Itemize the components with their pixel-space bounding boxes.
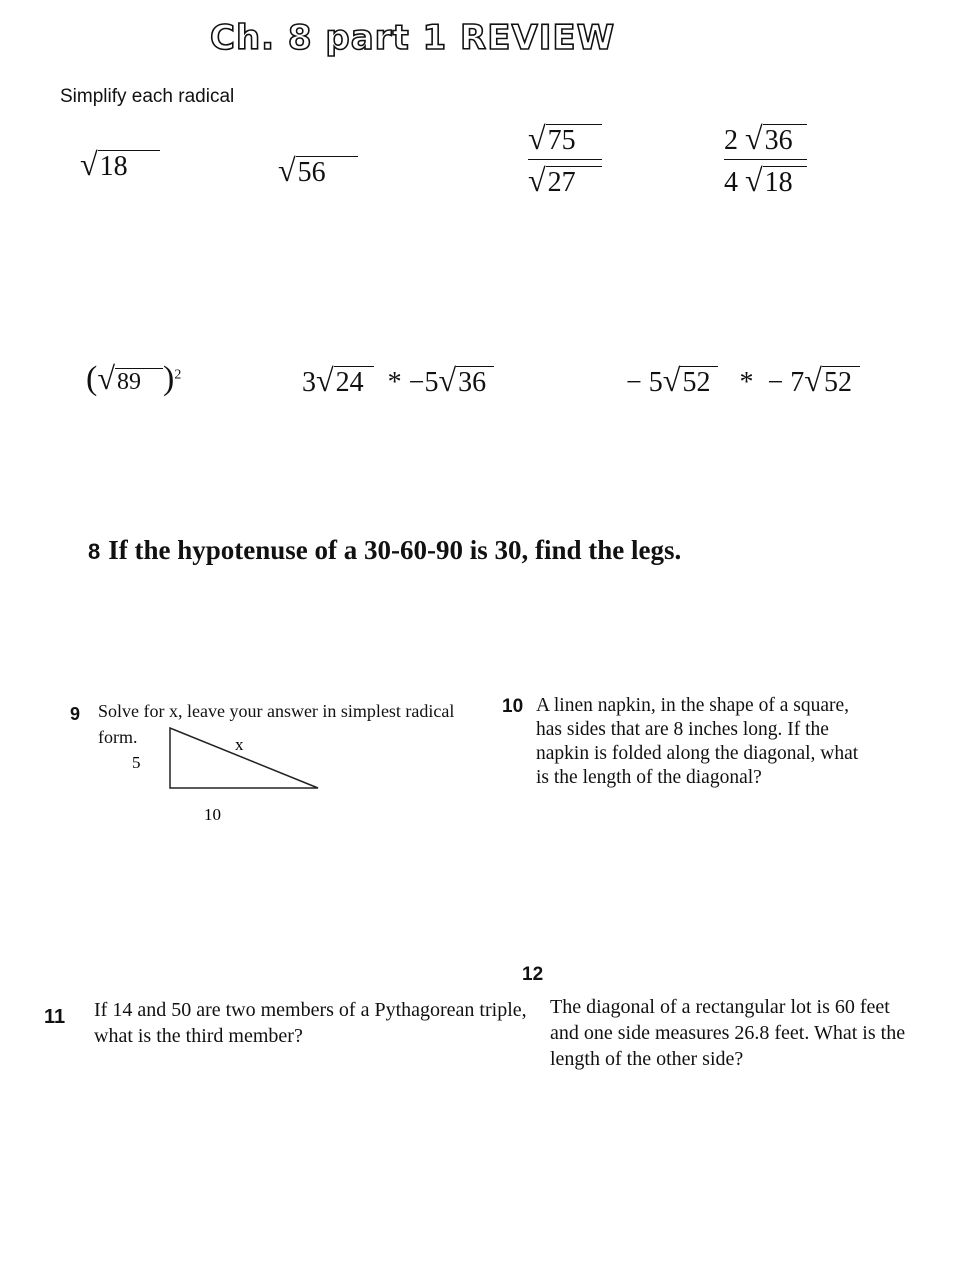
numerator-coefficient: 2 (724, 125, 738, 156)
right-triangle-diagram (120, 718, 340, 838)
coefficient: − 7 (767, 367, 805, 398)
question-10-text: A linen napkin, in the shape of a square, has sides that are 8 inches long. If the napkin is folded along the diagonal, what is the length of the diagonal? (536, 695, 859, 788)
radicand: 36 (456, 366, 494, 398)
label-base: 10 (204, 805, 221, 824)
page-title: Ch. 8 part 1 REVIEW (210, 18, 616, 58)
question-10-number: 10 (502, 696, 524, 717)
label-side: 5 (132, 753, 141, 772)
sqrt-symbol: √ (97, 360, 115, 396)
coefficient: 3 (302, 367, 316, 398)
radicand: 89 (115, 368, 163, 395)
coefficient: − 5 (626, 367, 663, 398)
radicand: 52 (822, 366, 860, 398)
question-9-number: 9 (70, 704, 81, 724)
sqrt-symbol: √ (278, 152, 296, 188)
denominator-radicand: 18 (763, 166, 807, 198)
radical-2 (278, 152, 358, 189)
question-11-number: 11 (44, 1006, 66, 1028)
question-number: 8 (88, 539, 101, 564)
sqrt-symbol: √ (438, 362, 457, 398)
power-expression (86, 360, 181, 398)
question-9-text: Solve for x, leave your answer in simplest radical form. (98, 701, 455, 747)
operator: * −5 (387, 367, 439, 398)
sqrt-symbol: √ (316, 362, 334, 398)
operator: * (739, 367, 754, 398)
numerator-radicand: 36 (763, 124, 807, 156)
open-paren: ( (86, 360, 98, 397)
fraction-bar (528, 159, 602, 160)
product-expression-2 (626, 362, 860, 399)
sqrt-symbol: √ (80, 146, 98, 182)
sqrt-symbol: √ (528, 120, 546, 156)
sqrt-symbol: √ (804, 362, 822, 398)
triangle-shape (170, 728, 318, 788)
sqrt-symbol: √ (528, 162, 546, 198)
sqrt-symbol: √ (745, 162, 763, 198)
product-expression-1 (302, 362, 494, 399)
radicand: 18 (98, 150, 160, 182)
denominator-coefficient: 4 (724, 167, 738, 198)
question-12-text: The diagonal of a rectangular lot is 60 feet and one side measures 26.8 feet. What is the length of the other side? (550, 996, 906, 1070)
instructions: Simplify each radical (60, 86, 235, 107)
radical-fraction-2 (724, 120, 807, 199)
question-11-text: If 14 and 50 are two members of a Pythagorean triple, what is the third member? (94, 999, 527, 1047)
radicand: 52 (680, 366, 718, 398)
sqrt-symbol: √ (745, 120, 763, 156)
question-12-number: 12 (522, 964, 544, 985)
radicand: 56 (296, 156, 358, 188)
radical-1 (80, 146, 160, 183)
radical-fraction-1 (528, 120, 602, 199)
sqrt-symbol: √ (662, 362, 681, 398)
radicand: 24 (334, 366, 374, 398)
exponent: 2 (174, 367, 182, 383)
question-text: If the hypotenuse of a 30-60-90 is 30, find the legs. (108, 535, 682, 565)
denominator-radicand: 27 (546, 166, 602, 198)
numerator-radicand: 75 (546, 124, 602, 156)
fraction-bar (724, 159, 807, 160)
question-8 (88, 535, 681, 566)
close-paren: ) (163, 360, 175, 397)
label-x: x (235, 735, 244, 754)
